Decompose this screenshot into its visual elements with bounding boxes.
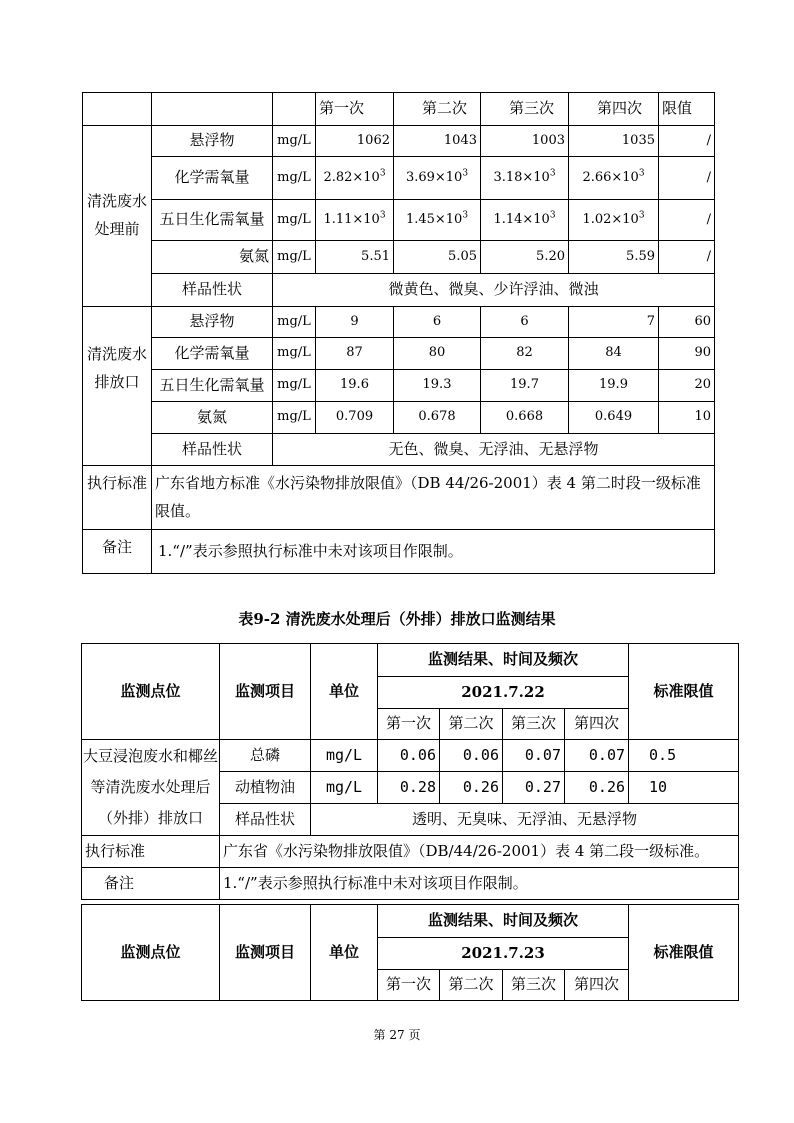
- table-row: [83, 338, 715, 370]
- table-row: [83, 200, 715, 241]
- item-cell: 五日生化需氧量: [152, 200, 273, 241]
- table-2: [81, 643, 739, 900]
- table-3: [81, 904, 739, 1001]
- limit-cell: 90: [659, 338, 715, 370]
- header-cell: 第一次: [316, 93, 394, 126]
- value-cell: $1.14\times 10^3$: [481, 200, 569, 241]
- value-cell: 1003: [481, 126, 569, 157]
- unit-cell: mg/L: [273, 126, 316, 157]
- limit-cell: /: [659, 200, 715, 241]
- header-cell: [83, 93, 152, 126]
- point-line: 排放口: [94, 372, 140, 391]
- value-cell: 6: [481, 307, 569, 338]
- item-cell: 总磷: [220, 740, 311, 772]
- item-cell: 氨氮: [152, 241, 273, 274]
- value-cell: $1.45\times 10^3$: [394, 200, 481, 241]
- limit-cell: /: [659, 241, 715, 274]
- point-line: （外排）排放口: [97, 808, 203, 827]
- point-line: 清洗废水: [86, 192, 147, 211]
- unit-cell: mg/L: [273, 241, 316, 274]
- sample-value-cell: 微黄色、微臭、少许浮油、微浊: [273, 274, 715, 307]
- header-time: 第三次: [503, 970, 565, 1001]
- item-cell: 化学需氧量: [152, 157, 273, 200]
- header-date: 2021.7.23: [378, 938, 629, 970]
- value-cell: 5.59: [569, 241, 659, 274]
- sample-label-cell: 样品性状: [152, 434, 273, 466]
- item-cell: 动植物油: [220, 772, 311, 804]
- unit-cell: mg/L: [273, 370, 316, 402]
- item-cell: 氨氮: [152, 402, 273, 434]
- table-row: [82, 740, 739, 772]
- standard-label-cell: 执行标准: [83, 466, 152, 530]
- value-cell: 0.709: [316, 402, 394, 434]
- value-cell: 0.26: [565, 772, 629, 804]
- header-cell: [273, 93, 316, 126]
- value-cell: 0.668: [481, 402, 569, 434]
- header-cell: 限值: [659, 93, 715, 126]
- sample-value-cell: 透明、无臭味、无浮油、无悬浮物: [311, 804, 739, 836]
- header-limit: 标准限值: [629, 644, 739, 740]
- monitoring-point-cell: [83, 307, 152, 466]
- standard-value-cell: 广东省《水污染物排放限值》（DB/44/26-2001）表 4 第二段一级标准。: [220, 836, 739, 868]
- point-line: 大豆浸泡废水和椰丝: [83, 747, 219, 766]
- standard-value-cell: 广东省地方标准《水污染物排放限值》（DB 44/26-2001）表 4 第二时段一级标准限值。: [152, 466, 715, 530]
- header-time: 第四次: [565, 970, 629, 1001]
- header-point: 监测点位: [82, 905, 220, 1001]
- value-cell: 82: [481, 338, 569, 370]
- header-cell: 第二次: [394, 93, 481, 126]
- page-number: 第 27 页: [373, 1028, 421, 1042]
- table-1: [82, 92, 715, 574]
- value-cell: 0.28: [378, 772, 440, 804]
- header-time: 第二次: [440, 970, 503, 1001]
- value-cell: 0.07: [503, 740, 565, 772]
- unit-cell: mg/L: [273, 157, 316, 200]
- unit-cell: mg/L: [311, 740, 378, 772]
- table-row: [83, 370, 715, 402]
- value-cell: 9: [316, 307, 394, 338]
- value-cell: 0.07: [565, 740, 629, 772]
- value-cell: 7: [569, 307, 659, 338]
- table-row: [83, 274, 715, 307]
- limit-cell: 10: [629, 772, 739, 804]
- monitoring-point-cell: [82, 740, 220, 836]
- standard-label-cell: 执行标准: [82, 836, 220, 868]
- table-row: [82, 868, 739, 900]
- header-time: 第一次: [378, 970, 440, 1001]
- header-limit: 标准限值: [629, 905, 739, 1001]
- monitoring-point-cell: [83, 126, 152, 307]
- table-row: [83, 126, 715, 157]
- item-cell: 悬浮物: [152, 307, 273, 338]
- value-cell: $1.02\times 10^3$: [569, 200, 659, 241]
- sample-label-cell: 样品性状: [152, 274, 273, 307]
- value-cell: 0.649: [569, 402, 659, 434]
- table-row: [83, 307, 715, 338]
- table-header-row: [82, 644, 739, 677]
- value-cell: 5.51: [316, 241, 394, 274]
- limit-cell: 60: [659, 307, 715, 338]
- value-cell: 19.9: [569, 370, 659, 402]
- value-cell: $2.82\times 10^3$: [316, 157, 394, 200]
- table-header-row: [82, 905, 739, 938]
- limit-cell: /: [659, 126, 715, 157]
- value-cell: 1043: [394, 126, 481, 157]
- value-cell: 19.3: [394, 370, 481, 402]
- header-cell: 第三次: [481, 93, 569, 126]
- value-cell: 87: [316, 338, 394, 370]
- unit-cell: mg/L: [273, 200, 316, 241]
- value-cell: 0.27: [503, 772, 565, 804]
- value-cell: 1062: [316, 126, 394, 157]
- value-cell: 80: [394, 338, 481, 370]
- point-line: 等清洗废水处理后: [90, 778, 211, 797]
- table-row: [83, 241, 715, 274]
- table-row: [83, 434, 715, 466]
- table-caption: 表9-2 清洗废水处理后（外排）排放口监测结果: [238, 610, 556, 628]
- item-cell: 悬浮物: [152, 126, 273, 157]
- value-cell: 5.20: [481, 241, 569, 274]
- unit-cell: mg/L: [273, 402, 316, 434]
- value-cell: $3.18\times 10^3$: [481, 157, 569, 200]
- header-time: 第一次: [378, 709, 440, 740]
- sample-label-cell: 样品性状: [220, 804, 311, 836]
- limit-cell: 10: [659, 402, 715, 434]
- table-row: [83, 402, 715, 434]
- header-result: 监测结果、时间及频次: [378, 644, 629, 677]
- value-cell: 0.26: [440, 772, 503, 804]
- remark-value-cell: 1.“/”表示参照执行标准中未对该项目作限制。: [220, 868, 739, 900]
- header-time: 第二次: [440, 709, 503, 740]
- value-cell: 1035: [569, 126, 659, 157]
- remark-label-cell: 备注: [83, 530, 152, 574]
- value-cell: 0.06: [440, 740, 503, 772]
- header-date: 2021.7.22: [378, 677, 629, 709]
- table-row: [83, 157, 715, 200]
- value-cell: $2.66\times 10^3$: [569, 157, 659, 200]
- item-cell: 化学需氧量: [152, 338, 273, 370]
- header-time: 第四次: [565, 709, 629, 740]
- unit-cell: mg/L: [311, 772, 378, 804]
- table-row: [83, 466, 715, 530]
- value-cell: 0.678: [394, 402, 481, 434]
- sample-value-cell: 无色、微臭、无浮油、无悬浮物: [273, 434, 715, 466]
- table-1-header-row: [83, 93, 715, 126]
- value-cell: 19.7: [481, 370, 569, 402]
- point-line: 处理前: [94, 220, 140, 238]
- unit-cell: mg/L: [273, 307, 316, 338]
- header-result: 监测结果、时间及频次: [378, 905, 629, 938]
- remark-value-cell: 1.“/”表示参照执行标准中未对该项目作限制。: [152, 530, 715, 574]
- remark-label-cell: 备注: [82, 868, 220, 900]
- limit-cell: /: [659, 157, 715, 200]
- header-item: 监测项目: [220, 905, 311, 1001]
- header-unit: 单位: [311, 905, 378, 1001]
- limit-cell: 20: [659, 370, 715, 402]
- value-cell: 0.06: [378, 740, 440, 772]
- header-cell: [152, 93, 273, 126]
- value-cell: 6: [394, 307, 481, 338]
- value-cell: $3.69\times 10^3$: [394, 157, 481, 200]
- header-unit: 单位: [311, 644, 378, 740]
- value-cell: 84: [569, 338, 659, 370]
- unit-cell: mg/L: [273, 338, 316, 370]
- point-line: 清洗废水: [86, 345, 147, 363]
- table-row: [82, 836, 739, 868]
- table-row: [83, 530, 715, 574]
- value-cell: 5.05: [394, 241, 481, 274]
- value-cell: 19.6: [316, 370, 394, 402]
- value-cell: $1.11\times 10^3$: [316, 200, 394, 241]
- header-item: 监测项目: [220, 644, 311, 740]
- header-point: 监测点位: [82, 644, 220, 740]
- item-cell: 五日生化需氧量: [152, 370, 273, 402]
- limit-cell: 0.5: [629, 740, 739, 772]
- header-cell: 第四次: [569, 93, 659, 126]
- header-time: 第三次: [503, 709, 565, 740]
